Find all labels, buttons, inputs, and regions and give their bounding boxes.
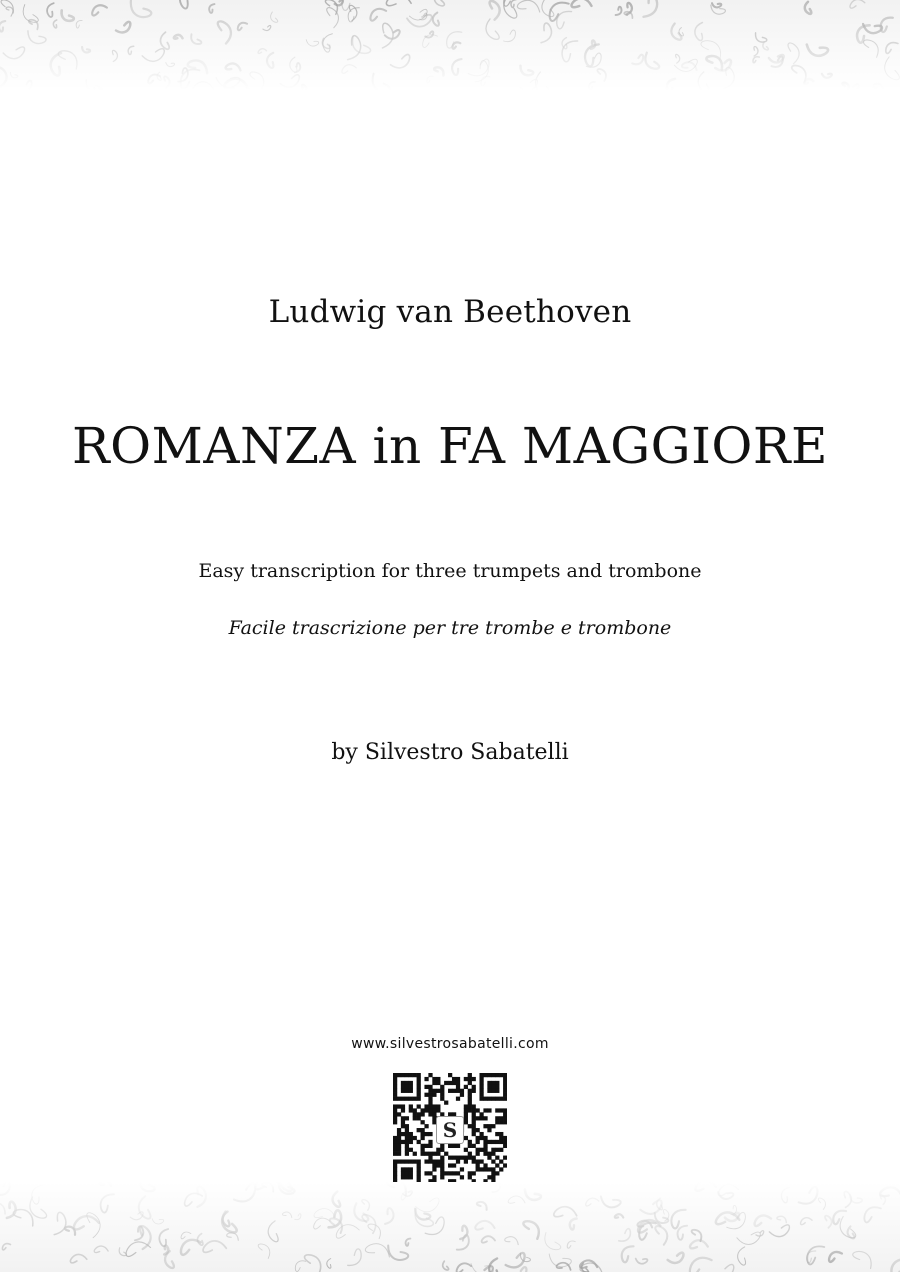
qr-code bbox=[393, 1073, 507, 1187]
composer-name: Ludwig van Beethoven bbox=[268, 294, 632, 330]
subtitle-italian: Facile trascrizione per tre trombe e trombone bbox=[228, 617, 672, 639]
arranger-credit: by Silvestro Sabatelli bbox=[331, 740, 569, 765]
website-url: www.silvestrosabatelli.com bbox=[351, 1036, 549, 1052]
top-ornamental-border bbox=[0, 0, 900, 90]
piece-title: ROMANZA in FA MAGGIORE bbox=[72, 417, 828, 475]
qr-logo-badge: S bbox=[436, 1116, 464, 1144]
bottom-ornamental-border bbox=[0, 1182, 900, 1272]
subtitle-english: Easy transcription for three trumpets and trombone bbox=[198, 560, 702, 582]
